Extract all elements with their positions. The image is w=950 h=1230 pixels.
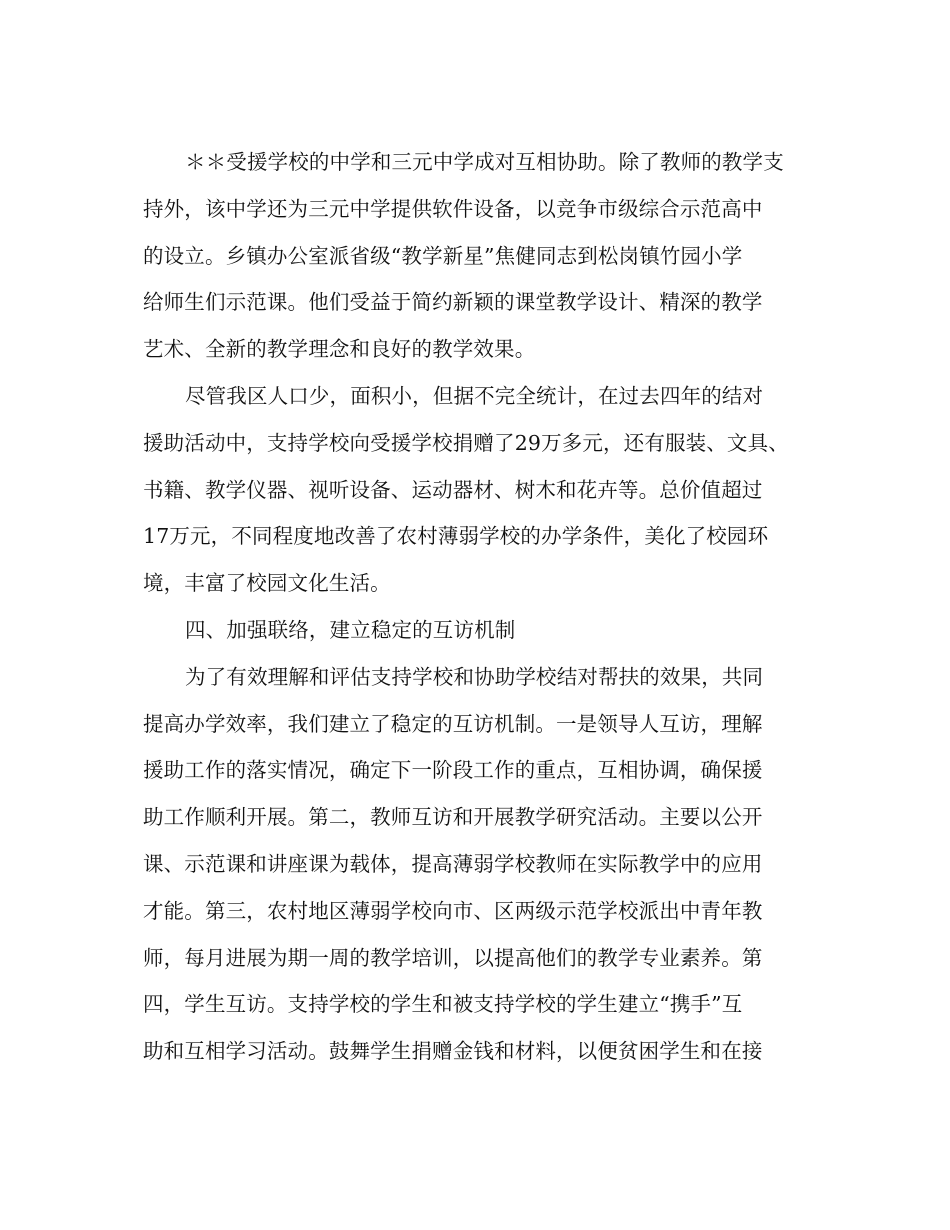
paragraph-line: 给师生们示范课。他们受益于简约新颖的课堂教学设计、精深的教学 (143, 290, 763, 315)
paragraph-line: 课、示范课和讲座课为载体，提高薄弱学校教师在实际教学中的应用 (143, 851, 763, 876)
paragraph-line: 为了有效理解和评估支持学校和协助学校结对帮扶的效果，共同 (185, 664, 764, 689)
paragraph-line: 17万元，不同程度地改善了农村薄弱学校的办学条件，美化了校园环 (143, 524, 769, 549)
paragraph-line: 的设立。乡镇办公室派省级“教学新星”焦健同志到松岗镇竹园小学 (143, 243, 743, 268)
paragraph-line: 援助工作的落实情况，确定下一阶段工作的重点，互相协调，确保援 (143, 758, 763, 783)
paragraph-line: 尽管我区人口少，面积小，但据不完全统计，在过去四年的结对 (185, 383, 764, 408)
paragraph-line: 助工作顺利开展。第二，教师互访和开展教学研究活动。主要以公开 (143, 805, 763, 830)
document-body (143, 139, 823, 1075)
paragraph-line: 才能。第三，农村地区薄弱学校向市、区两级示范学校派出中青年教 (143, 898, 763, 923)
paragraph-line: 助和互相学习活动。鼓舞学生捐赠金钱和材料，以便贫困学生和在接 (143, 1039, 763, 1064)
paragraph-line: 提高办学效率，我们建立了稳定的互访机制。一是领导人互访，理解 (143, 711, 763, 736)
paragraph-line: 四，学生互访。支持学校的学生和被支持学校的学生建立“携手”互 (143, 992, 743, 1017)
paragraph-line: 师，每月进展为期一周的教学培训，以提高他们的教学专业素养。第 (143, 945, 763, 970)
paragraph-line: 境，丰富了校园文化生活。 (143, 571, 391, 596)
section-heading: 四、加强联络，建立稳定的互访机制 (185, 617, 516, 642)
paragraph-line: 艺术、全新的教学理念和良好的教学效果。 (143, 337, 536, 362)
paragraph-line: 援助活动中，支持学校向受援学校捐赠了29万多元，还有服装、文具、 (143, 430, 789, 455)
paragraph-line: 持外，该中学还为三元中学提供软件设备，以竞争市级综合示范高中 (143, 196, 763, 221)
paragraph-line: 书籍、教学仪器、视听设备、运动器材、树木和花卉等。总价值超过 (143, 477, 763, 502)
paragraph-line: ＊＊受援学校的中学和三元中学成对互相协助。除了教师的教学支 (185, 150, 784, 174)
